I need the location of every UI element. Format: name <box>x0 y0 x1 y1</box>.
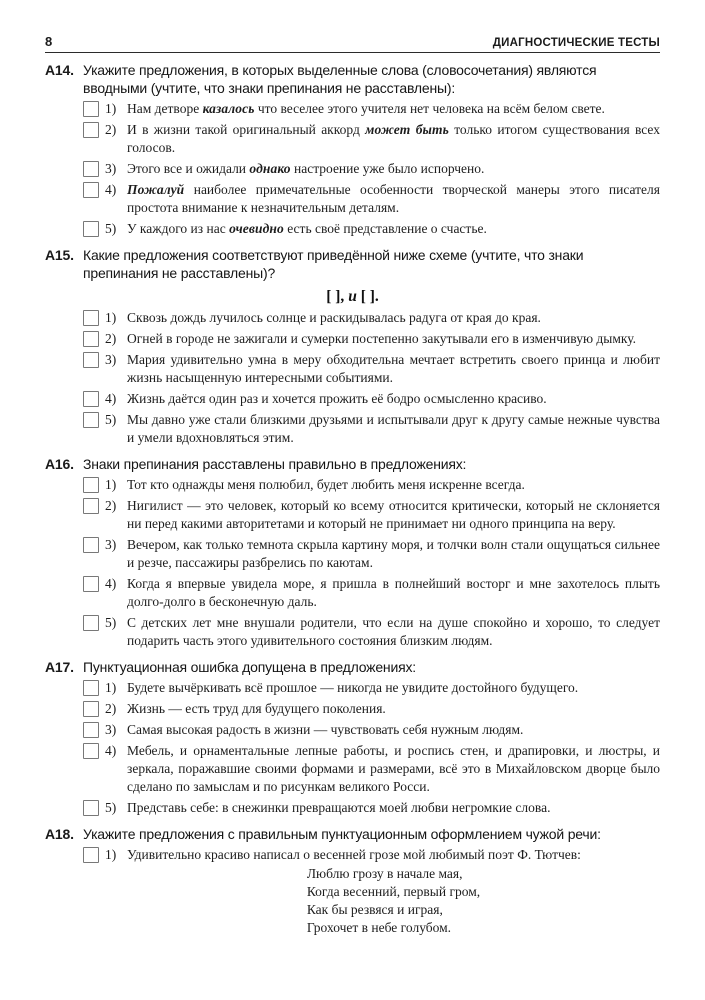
option-text: Нам детворе казалось что веселее этого учителя нет человека на всём белом свете. <box>127 101 605 116</box>
question-block-16 <box>45 455 660 650</box>
answer-checkbox[interactable] <box>83 743 99 759</box>
option-text: У каждого из нас очевидно есть своё представление о счастье. <box>127 221 487 236</box>
option-text: Пожалуй наиболее примечательные особенности творческой манеры этого писателя простота внимание к незначительным деталям. <box>127 182 660 215</box>
option-number: 3) <box>105 537 117 552</box>
answer-checkbox[interactable] <box>83 221 99 237</box>
option-text: Будете вычёркивать всё прошлое — никогда не увидите достойного будущего. <box>127 680 579 695</box>
option-text: Сквозь дождь лучилось солнце и раскидывалась радуга от края до края. <box>127 310 541 325</box>
option-number: 4) <box>105 743 117 758</box>
answer-option <box>45 700 660 718</box>
option-text: Этого все и ожидали однако настроение уже было испорчено. <box>127 161 485 176</box>
option-number: 4) <box>105 391 117 406</box>
answer-checkbox[interactable] <box>83 615 99 631</box>
option-number: 4) <box>105 576 117 591</box>
poem-line: Люблю грозу в начале мая, <box>306 866 463 881</box>
option-number: 4) <box>105 182 117 197</box>
answer-option <box>45 476 660 494</box>
answer-checkbox[interactable] <box>83 722 99 738</box>
question-text: Укажите предложения с правильным пунктуационным оформлением чужой речи: <box>83 826 601 842</box>
question-text: Укажите предложения, в которых выделенные слова (словосочетания) являются вводными (учтите, что знаки препинания не расставлены): <box>83 62 597 96</box>
answer-option <box>45 351 660 387</box>
option-text: С детских лет мне внушали родители, что если на душе спокойно и хорошо, то следует подарить часть этого удивительного состояния близким людям. <box>127 615 660 648</box>
poem-line: Когда весенний, первый гром, <box>306 884 481 899</box>
answer-checkbox[interactable] <box>83 800 99 816</box>
answer-option <box>45 799 660 817</box>
answer-option <box>45 220 660 238</box>
poem-quote <box>307 865 480 937</box>
option-text: Когда я впервые увидела море, я пришла в полнейший восторг и мне захотелось плыть долго-долго в бесконечную даль. <box>127 576 660 609</box>
option-text: Мы давно уже стали близкими друзьями и испытывали друг к другу самые нежные чувства и умели вдохновляться этим. <box>127 412 660 445</box>
answer-checkbox[interactable] <box>83 310 99 326</box>
answer-option <box>45 846 660 937</box>
answer-checkbox[interactable] <box>83 352 99 368</box>
answer-checkbox[interactable] <box>83 701 99 717</box>
question-block-18 <box>45 825 660 937</box>
answer-checkbox[interactable] <box>83 576 99 592</box>
answer-option <box>45 330 660 348</box>
answer-checkbox[interactable] <box>83 477 99 493</box>
answer-checkbox[interactable] <box>83 331 99 347</box>
option-number: 1) <box>105 310 117 325</box>
option-text: Нигилист — это человек, который ко всему относится критически, который не склоняется ни перед какими авторитетами и который не принимает ни одного принципа на веру. <box>127 498 660 531</box>
questions-list <box>45 61 660 937</box>
page-number: 8 <box>45 34 53 49</box>
option-text: Самая высокая радость в жизни — чувствовать себя нужным людям. <box>127 722 524 737</box>
option-number: 2) <box>105 498 117 513</box>
answer-checkbox[interactable] <box>83 847 99 863</box>
option-number: 1) <box>105 477 117 492</box>
option-number: 1) <box>105 847 117 862</box>
option-number: 2) <box>105 701 117 716</box>
question-text: Пунктуационная ошибка допущена в предложениях: <box>83 659 416 675</box>
option-number: 3) <box>105 161 117 176</box>
option-number: 3) <box>105 352 117 367</box>
question-head <box>45 246 660 282</box>
running-head-title: ДИАГНОСТИЧЕСКИЕ ТЕСТЫ <box>492 37 660 49</box>
question-head <box>45 61 660 97</box>
option-number: 5) <box>105 221 117 236</box>
answer-checkbox[interactable] <box>83 680 99 696</box>
question-number: А15. <box>45 247 74 263</box>
question-block-17 <box>45 658 660 817</box>
answer-option <box>45 160 660 178</box>
option-number: 2) <box>105 331 117 346</box>
question-head <box>45 658 660 676</box>
answer-checkbox[interactable] <box>83 161 99 177</box>
header-divider <box>45 52 660 53</box>
answer-option <box>45 721 660 739</box>
option-text: Мебель, и орнаментальные лепные работы, и роспись стен, и драпировки, и люстры, и зеркала, поражавшие своими формами и размерами, всё это в Михайловском дворце было сделано по замыслам и по рисункам великого Росси. <box>127 743 660 794</box>
option-number: 5) <box>105 615 117 630</box>
question-text: Знаки препинания расставлены правильно в предложениях: <box>83 456 467 472</box>
answer-option <box>45 390 660 408</box>
poem-line: Как бы резвяся и играя, <box>306 902 443 917</box>
page-header <box>45 34 660 49</box>
answer-option <box>45 536 660 572</box>
answer-option <box>45 742 660 796</box>
option-number: 1) <box>105 101 117 116</box>
question-head <box>45 455 660 473</box>
answer-checkbox[interactable] <box>83 101 99 117</box>
option-text: Мария удивительно умна в меру обходительна мечтает встретить своего принца и любит жизнь насыщенную интересными событиями. <box>127 352 660 385</box>
option-number: 2) <box>105 122 117 137</box>
answer-checkbox[interactable] <box>83 537 99 553</box>
answer-option <box>45 309 660 327</box>
option-number: 1) <box>105 680 117 695</box>
answer-checkbox[interactable] <box>83 498 99 514</box>
answer-checkbox[interactable] <box>83 182 99 198</box>
answer-option <box>45 614 660 650</box>
option-text: Жизнь даётся один раз и хочется прожить её бодро осмысленно красиво. <box>127 391 547 406</box>
option-text: Удивительно красиво написал о весенней грозе мой любимый поэт Ф. Тютчев: Люблю грозу в начале мая, Когда весенний, первый гром, Как бы резвяся и играя, Грохочет в небе голубом. <box>127 847 581 935</box>
answer-option <box>45 679 660 697</box>
question-number: А17. <box>45 659 74 675</box>
option-number: 3) <box>105 722 117 737</box>
option-number: 5) <box>105 412 117 427</box>
option-text: Жизнь — есть труд для будущего поколения. <box>127 701 386 716</box>
answer-option <box>45 575 660 611</box>
question-number: А14. <box>45 62 74 78</box>
option-text: И в жизни такой оригинальный аккорд может быть только итогом существования всех голосов. <box>127 122 660 155</box>
answer-checkbox[interactable] <box>83 412 99 428</box>
question-head <box>45 825 660 843</box>
answer-option <box>45 411 660 447</box>
option-text: Вечером, как только темнота скрыла картину моря, и толчки волн стали ощущаться сильнее и резче, пассажиры разбрелись по каютам. <box>127 537 660 570</box>
answer-option <box>45 100 660 118</box>
option-text: Тот кто однажды меня полюбил, будет любить меня искренне всегда. <box>127 477 525 492</box>
scheme-formula: [ ], и [ ]. <box>326 288 379 305</box>
answer-option <box>45 121 660 157</box>
question-number: А16. <box>45 456 74 472</box>
answer-option <box>45 497 660 533</box>
option-number: 5) <box>105 800 117 815</box>
answer-checkbox[interactable] <box>83 391 99 407</box>
poem-line: Грохочет в небе голубом. <box>306 920 452 935</box>
answer-option <box>45 181 660 217</box>
answer-checkbox[interactable] <box>83 122 99 138</box>
question-block-14 <box>45 61 660 238</box>
option-text: Представь себе: в снежинки превращаются моей любви негромкие слова. <box>127 800 551 815</box>
question-number: А18. <box>45 826 74 842</box>
option-text: Огней в городе не зажигали и сумерки постепенно закутывали его в изменчивую дымку. <box>127 331 637 346</box>
question-block-15 <box>45 246 660 447</box>
question-text: Какие предложения соответствуют приведённой ниже схеме (учтите, что знаки препинания не расставлены)? <box>83 247 584 281</box>
